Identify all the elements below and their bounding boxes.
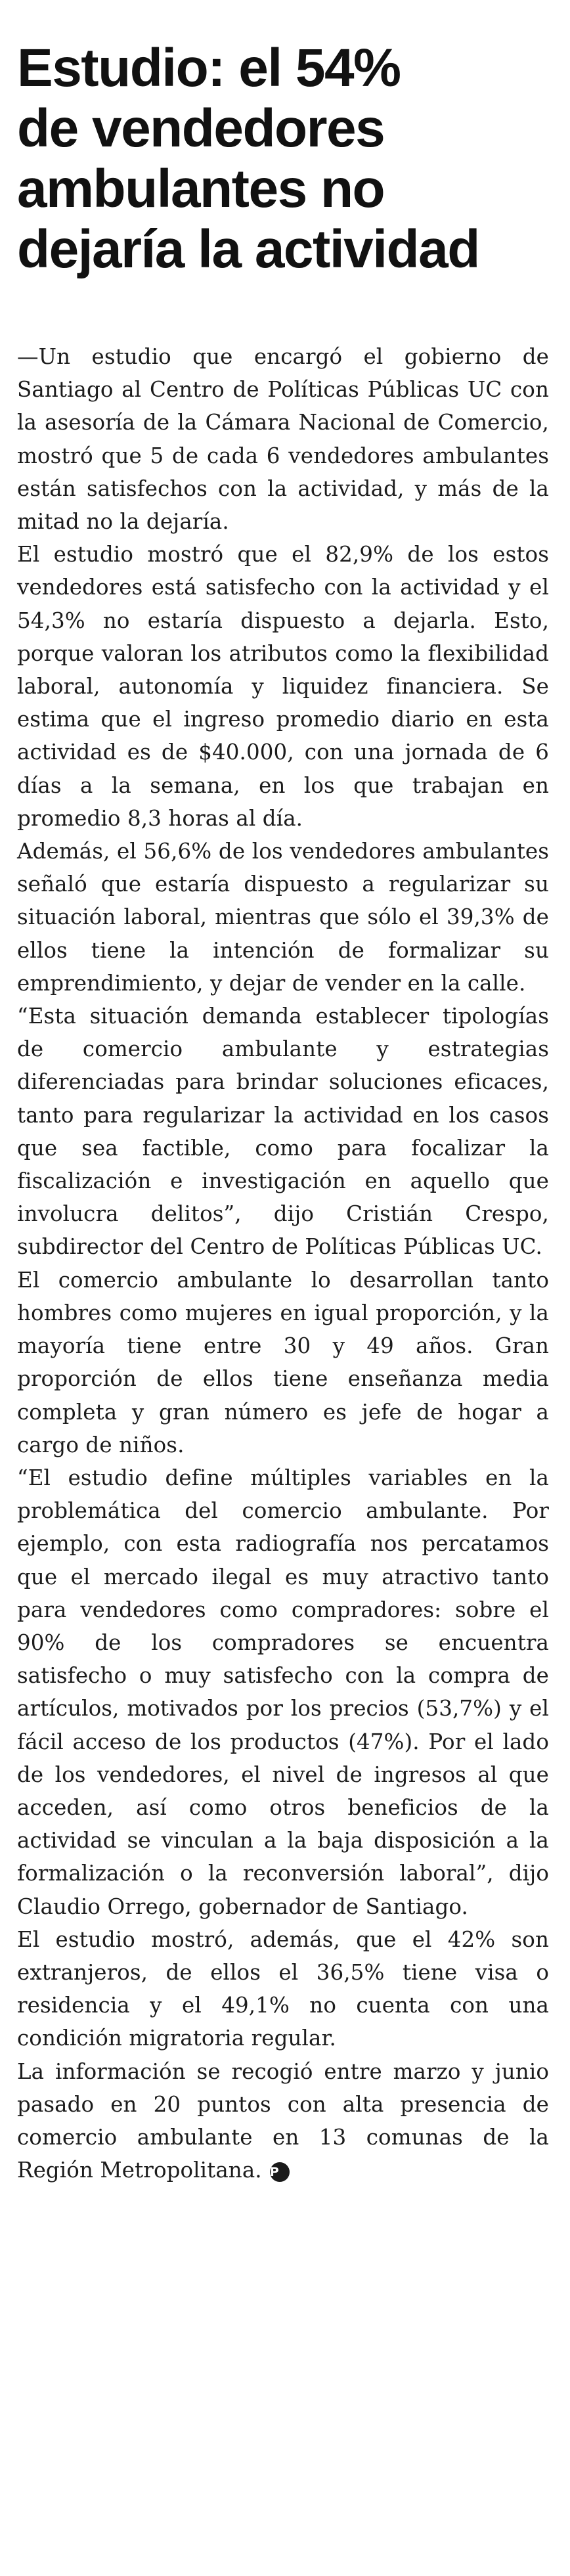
paragraph-2: El estudio mostró que el 82,9% de los estos vendedores está satisfecho con la actividad y el 54,3% no estaría dispuesto a dejarla. Esto, porque valoran los atributos como la flexibilidad laboral, autonomía y liquidez financiera. Se estima que el ingreso promedio diario en esta actividad es de $40.000, con una jornada de 6 días a la semana, en los que trabajan en promedio 8,3 horas al día. xyxy=(17,542,549,831)
paragraph-4: “Esta situación demanda establecer tipologías de comercio ambulante y estrategias diferenciadas para brindar soluciones eficaces, tanto para regularizar la actividad en los casos que sea factible, como para focalizar la fiscalización e investigación en aquello que involucra delitos”, dijo Cristián Crespo, subdirector del Centro de Políticas Públicas UC. xyxy=(17,1004,549,1260)
news-article xyxy=(17,38,549,2187)
end-of-article-icon: P xyxy=(270,2162,290,2182)
headline-line-3: ambulantes no xyxy=(17,159,385,219)
paragraph-8 xyxy=(17,2055,549,2187)
headline-line-4: dejaría la actividad xyxy=(17,219,479,279)
paragraph-8-text: La información se recogió entre marzo y junio pasado en 20 puntos con alta presencia de comercio ambulante en 13 comunas de la Región Metropolitana. xyxy=(17,2058,549,2183)
paragraph-6: “El estudio define múltiples variables en la problemática del comercio ambulante. Por ejemplo, con esta radiografía nos percatamos que el mercado ilegal es muy atractivo tanto para vendedores como compradores: sobre el 90% de los compradores se encuentra satisfecho o muy satisfecho con la compra de artículos, motivados por los precios (53,7%) y el fácil acceso de los productos (47%). Por el lado de los vendedores, el nivel de ingresos al que acceden, así como otros beneficios de la actividad se vinculan a la baja disposición a la formalización o la reconversión laboral”, dijo Claudio Orrego, gobernador de Santiago. xyxy=(17,1465,549,1919)
paragraph-3: Además, el 56,6% de los vendedores ambulantes señaló que estaría dispuesto a regularizar su situación laboral, mientras que sólo el 39,3% de ellos tiene la intención de formalizar su emprendimiento, y dejar de vender en la calle. xyxy=(17,839,549,996)
paragraph-1: —Un estudio que encargó el gobierno de Santiago al Centro de Políticas Públicas UC con la asesoría de la Cámara Nacional de Comercio, mostró que 5 de cada 6 vendedores ambulantes están satisfechos con la actividad, y más de la mitad no la dejaría. xyxy=(17,344,549,535)
article-body xyxy=(17,340,549,2187)
paragraph-5: El comercio ambulante lo desarrollan tanto hombres como mujeres en igual proporción, y la mayoría tiene entre 30 y 49 años. Gran proporción de ellos tiene enseñanza media completa y gran número es jefe de hogar a cargo de niños. xyxy=(17,1267,549,1457)
headline-line-2: de vendedores xyxy=(17,99,385,158)
paragraph-7: El estudio mostró, además, que el 42% son extranjeros, de ellos el 36,5% tiene visa o residencia y el 49,1% no cuenta con una condición migratoria regular. xyxy=(17,1926,549,2051)
headline-line-1: Estudio: el 54% xyxy=(17,38,401,98)
headline xyxy=(17,38,549,280)
